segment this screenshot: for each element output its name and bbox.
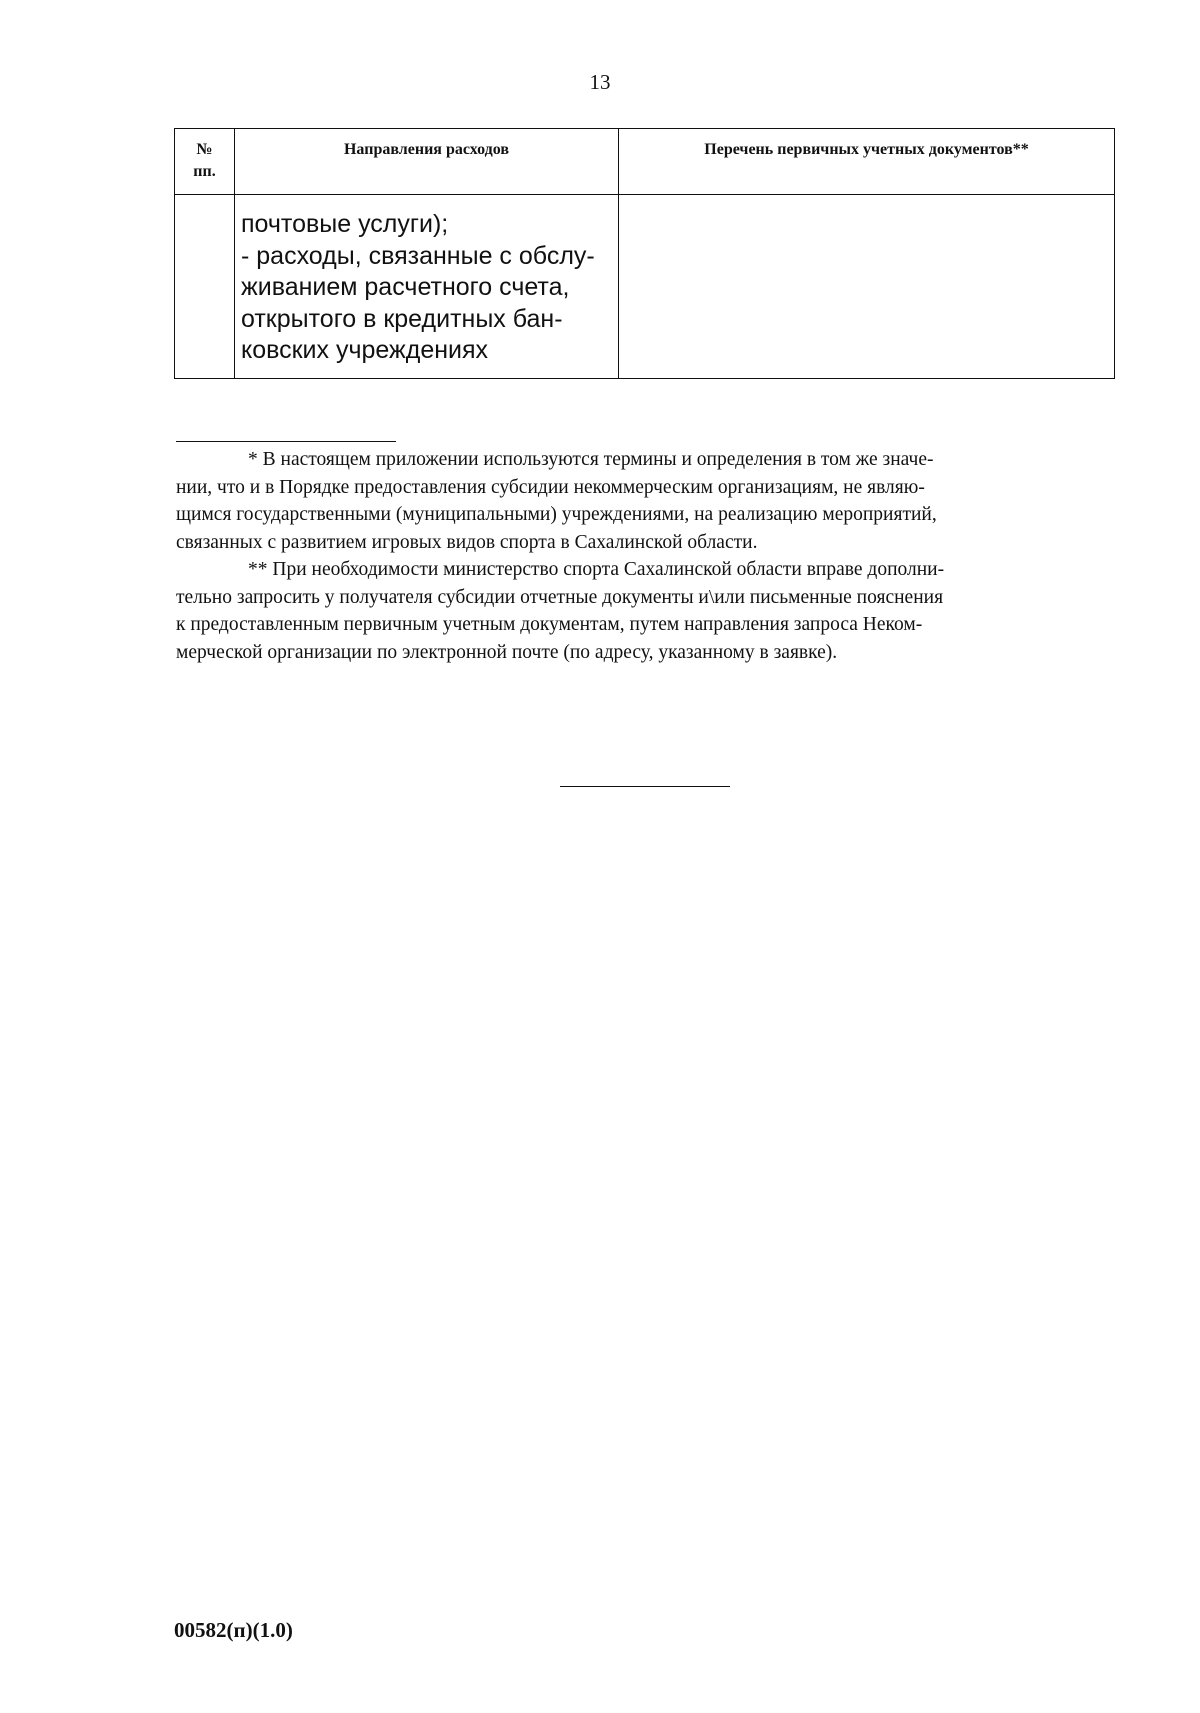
header-directions: Направления расходов bbox=[235, 129, 619, 195]
expenses-table bbox=[174, 128, 1115, 379]
directions-line: - расходы, связанные с обслу- bbox=[241, 241, 595, 270]
footnote-1 bbox=[176, 446, 1114, 556]
directions-line: живанием расчетного счета, bbox=[241, 273, 570, 301]
footnote-line: тельно запросить у получателя субсидии отчетные документы и\или письменные пояснения bbox=[176, 586, 944, 608]
footnote-line: щимся государственными (муниципальными) учреждениями, на реализацию мероприятий, bbox=[176, 504, 937, 525]
header-number-sign: № bbox=[196, 141, 213, 158]
footnote-separator bbox=[176, 441, 396, 442]
page-number: 13 bbox=[589, 70, 611, 94]
end-of-document-line bbox=[560, 786, 730, 787]
footnote-line: мерческой организации по электронной почте (по адресу, указанному в заявке). bbox=[176, 641, 838, 663]
header-number bbox=[175, 129, 235, 195]
directions-line: открытого в кредитных бан- bbox=[241, 304, 563, 333]
directions-line: почтовые услуги); bbox=[241, 210, 449, 238]
document-code: 00582(п)(1.0) bbox=[174, 1618, 293, 1642]
footnote-2 bbox=[176, 556, 1114, 666]
cell-directions bbox=[235, 195, 619, 379]
table-header-row bbox=[175, 129, 1115, 195]
header-documents: Перечень первичных учетных документов** bbox=[619, 129, 1115, 195]
directions-line: ковских учреждениях bbox=[241, 336, 489, 364]
footnote-line: связанных с развитием игровых видов спорта в Сахалинской области. bbox=[176, 531, 758, 553]
footnotes bbox=[176, 446, 1114, 666]
header-number-abbr: пп. bbox=[193, 163, 216, 180]
footnote-line: ** При необходимости министерство спорта Сахалинской области вправе дополни- bbox=[248, 559, 945, 580]
cell-documents bbox=[619, 195, 1115, 379]
footnote-line: к предоставленным первичным учетным документам, путем направления запроса Неком- bbox=[176, 614, 923, 635]
footnote-line: * В настоящем приложении используются термины и определения в том же значе- bbox=[248, 449, 934, 470]
footnote-line: нии, что и в Порядке предоставления субсидии некоммерческим организациям, не являю- bbox=[176, 476, 925, 498]
table-row bbox=[175, 195, 1115, 379]
cell-number bbox=[175, 195, 235, 379]
